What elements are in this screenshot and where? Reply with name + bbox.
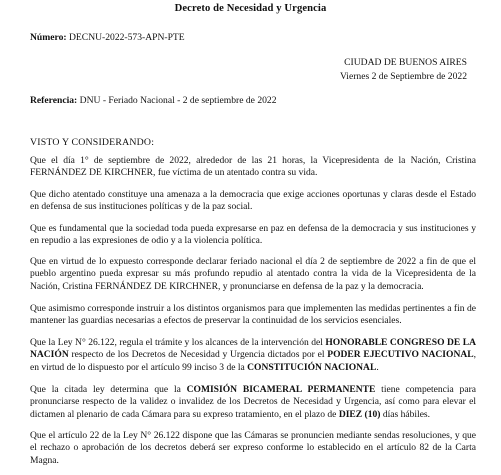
p6-bold-constitucion: CONSTITUCIÓN NACIONAL [247,361,377,373]
p6-text-c: respecto de los Decretos de Necesidad y Urgencia dictados por el [68,349,328,361]
visto-heading: VISTO Y CONSIDERANDO: [30,137,155,148]
paragraph-7 [30,384,476,421]
p1-text: Que el día 1° de septiembre de 2022, alrededor de las 21 horas, la Vicepresidenta de la Nación, Cristina FERNÁNDEZ DE KIRCHNER, fue víctima de un atentado contra su vida. [30,155,476,179]
paragraph-6 [30,337,476,374]
p6-text-d: , en virtud de lo dispuesto por el artículo 99 inciso 3 de la [30,349,476,373]
paragraph-1 [30,155,476,180]
p7-bold-plazo: DIEZ (10) [338,408,381,420]
p5-text: Que asimismo corresponde instruir a los distintos organismos para que implementen las medidas pertinentes a fin de mantener las guardias necesarias a efectos de preservar la continuidad de los servicios esenciales. [30,303,476,327]
paragraph-8 [30,430,476,467]
p7-text-a: Que la citada ley determina que la [30,384,187,395]
referencia-label: Referencia: [30,95,78,106]
p3-text: Que es fundamental que la sociedad toda pueda expresarse en paz en defensa de la democracia y sus instituciones y en repudio a las expresiones de odio y a la violencia política. [30,223,476,247]
p6-bold-congreso: HONORABLE CONGRESO DE LA NACIÓN [30,337,476,361]
p8-text: Que el artículo 22 de la Ley N° 26.122 dispone que las Cámaras se pronuncien mediante sendas resoluciones, y que el rechazo o aprobación de los decretos deberá ser expreso conforme lo establecido en el artículo 82 de la Carta Magna. [30,430,476,466]
referencia-value: DNU - Feriado Nacional - 2 de septiembre de 2022 [79,95,277,106]
p7-text-c: tiene competencia para pronunciarse respecto de la validez o invalidez de los Decretos de Necesidad y Urgencia, así como para elevar el dictamen al plenario de cada Cámara para su expreso tratamiento, en el plazo de [30,384,476,420]
p6-text-a: Que la Ley N° 26.122, regula el trámite y los alcances de la intervención del [30,337,326,348]
p7-bold-comision: COMISIÓN BICAMERAL PERMANENTE [186,384,376,395]
p6-bold-poder-ejecutivo: PODER EJECUTIVO NACIONAL [327,349,474,361]
document-reference [30,95,277,106]
date: Viernes 2 de Septiembre de 2022 [339,71,467,82]
city: CIUDAD DE BUENOS AIRES [344,57,467,68]
p2-text: Que dicho atentado constituye una amenaza a la democracia que exige acciones oportunas y claras desde el Estado en defensa de sus instituciones políticas y de la paz social. [30,189,476,213]
p7-text-d: días hábiles. [380,408,431,420]
document-title: Decreto de Necesidad y Urgencia [174,3,327,14]
document-number [30,32,185,43]
numero-value: DECNU-2022-573-APN-PTE [69,32,185,43]
p6-text-e: . [376,361,379,373]
numero-label: Número: [30,32,67,43]
p4-text: Que en virtud de lo expuesto corresponde declarar feriado nacional el día 2 de septiembre de 2022 a fin de que el pueblo argentino pueda expresar su más profundo repudio al atentado contra la vida de la Vicepresidenta de la Nación, Cristina FERNÁNDEZ DE KIRCHNER, y pronunciarse en defensa de la paz y la democracia. [30,256,476,292]
paragraph-5 [30,303,476,328]
paragraph-3 [30,223,476,248]
paragraph-2 [30,189,476,214]
place-date-block [340,56,467,84]
paragraph-4 [30,256,476,293]
